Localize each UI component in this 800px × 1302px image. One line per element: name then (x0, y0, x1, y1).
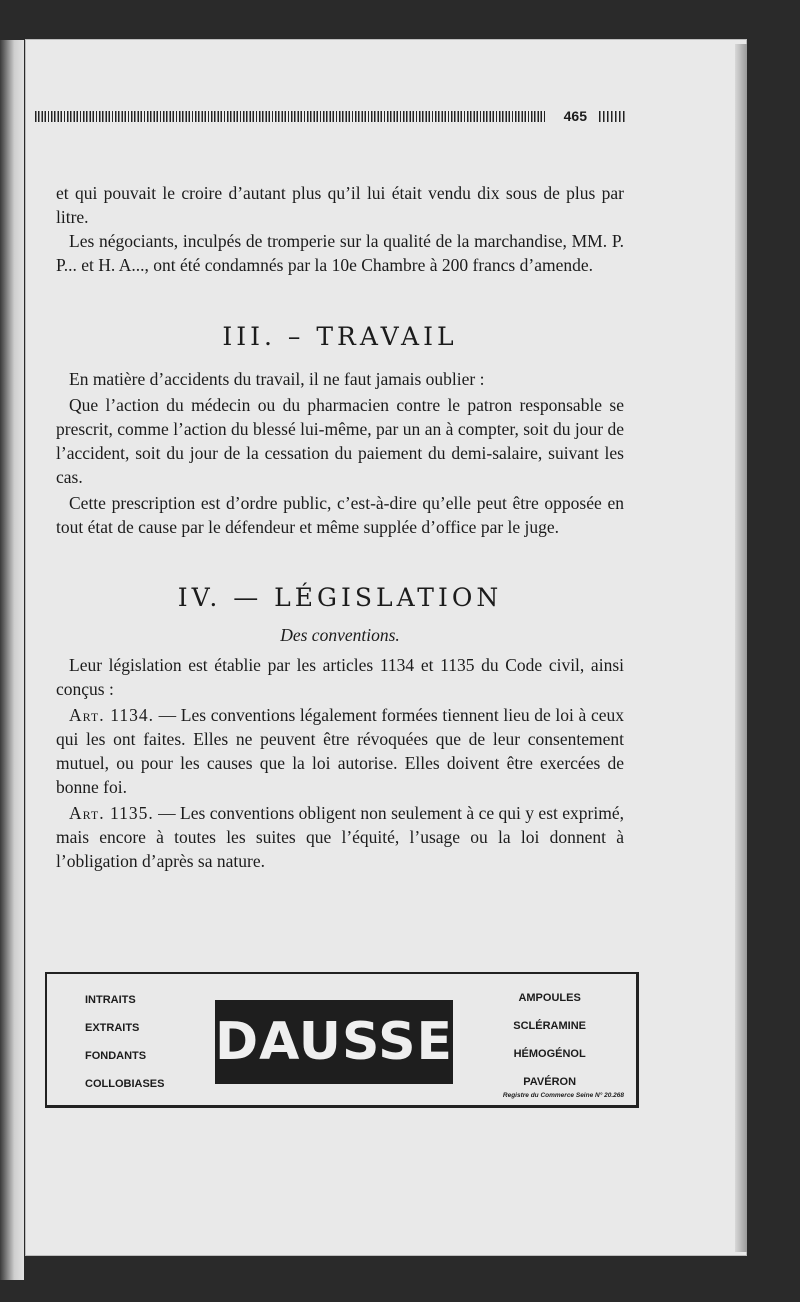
ad-product: HÉMOGÉNOL (513, 1048, 586, 1060)
article-label: Art. 1135. (69, 803, 154, 823)
ad-product: PAVÉRON (523, 1076, 577, 1088)
paragraph: Leur législation est établie par les articles 1134 et 1135 du Code civil, ainsi conçus : (56, 655, 624, 699)
ad-product: COLLOBIASES (85, 1078, 165, 1090)
dausse-logo: DAUSSE (215, 1000, 453, 1084)
running-header (35, 108, 625, 124)
article-text: — Les conventions obligent non seulement à ce qui y est exprimé, mais encore à toutes les suites que l’équité, l’usage ou la loi donnent à l’obligation d’après sa nature. (56, 803, 624, 871)
ad-product: AMPOULES (518, 992, 581, 1004)
ad-registry-note: Registre du Commerce Seine N° 20.268 (502, 1092, 624, 1099)
section-legislation-body (56, 653, 624, 873)
section-travail-body (56, 367, 624, 539)
section-heading-legislation: IV. — LÉGISLATION (177, 583, 503, 612)
page-number: 465 (563, 108, 587, 124)
ad-product-list-left (85, 994, 164, 1106)
paragraph: Les négociants, inculpés de tromperie sur la qualité de la marchandise, MM. P. P... et H. A..., ont été condamnés par la 10e Chambre à 200 francs d’amende. (56, 231, 624, 275)
ad-product: INTRAITS (85, 994, 136, 1006)
top-paragraphs (56, 181, 624, 277)
article-1135 (56, 801, 624, 873)
book-spine-edge (0, 40, 24, 1280)
paragraph: Cette prescription est d’ordre public, c’est-à-dire qu’elle peut être opposée en tout état de cause par le défendeur et même supplée d’office par le juge. (56, 493, 624, 537)
paragraph: et qui pouvait le croire d’autant plus qu’il lui était vendu dix sous de plus par litre. (56, 183, 624, 227)
section-heading-travail: III. – TRAVAIL (222, 322, 458, 351)
ad-product: SCLÉRAMINE (513, 1020, 586, 1032)
article-text: — Les conventions légalement formées tiennent lieu de loi à ceux qui les ont faites. Elles ne peuvent être révoquées que de leur consentement mutuel, ou pour les causes que la loi autorise. Elles doivent être exercées de bonne foi. (56, 705, 624, 797)
header-ornament-rule (35, 111, 546, 122)
section-subheading: Des conventions. (280, 625, 400, 645)
ad-product: FONDANTS (85, 1050, 147, 1062)
article-1134 (56, 703, 624, 799)
page-edge (735, 44, 747, 1252)
header-ornament-rule-short (599, 111, 625, 122)
ad-product-list-right (513, 992, 586, 1104)
dausse-advertisement (45, 972, 639, 1108)
ad-product: EXTRAITS (85, 1022, 140, 1034)
paragraph: Que l’action du médecin ou du pharmacien contre le patron responsable se prescrit, comme l’action du blessé lui-même, par un an à compter, soit du jour de l’accident, soit du jour de la cessation du paiement du demi-salaire, suivant les cas. (56, 395, 624, 487)
article-label: Art. 1134. (69, 705, 154, 725)
paragraph: En matière d’accidents du travail, il ne faut jamais oublier : (69, 369, 485, 389)
